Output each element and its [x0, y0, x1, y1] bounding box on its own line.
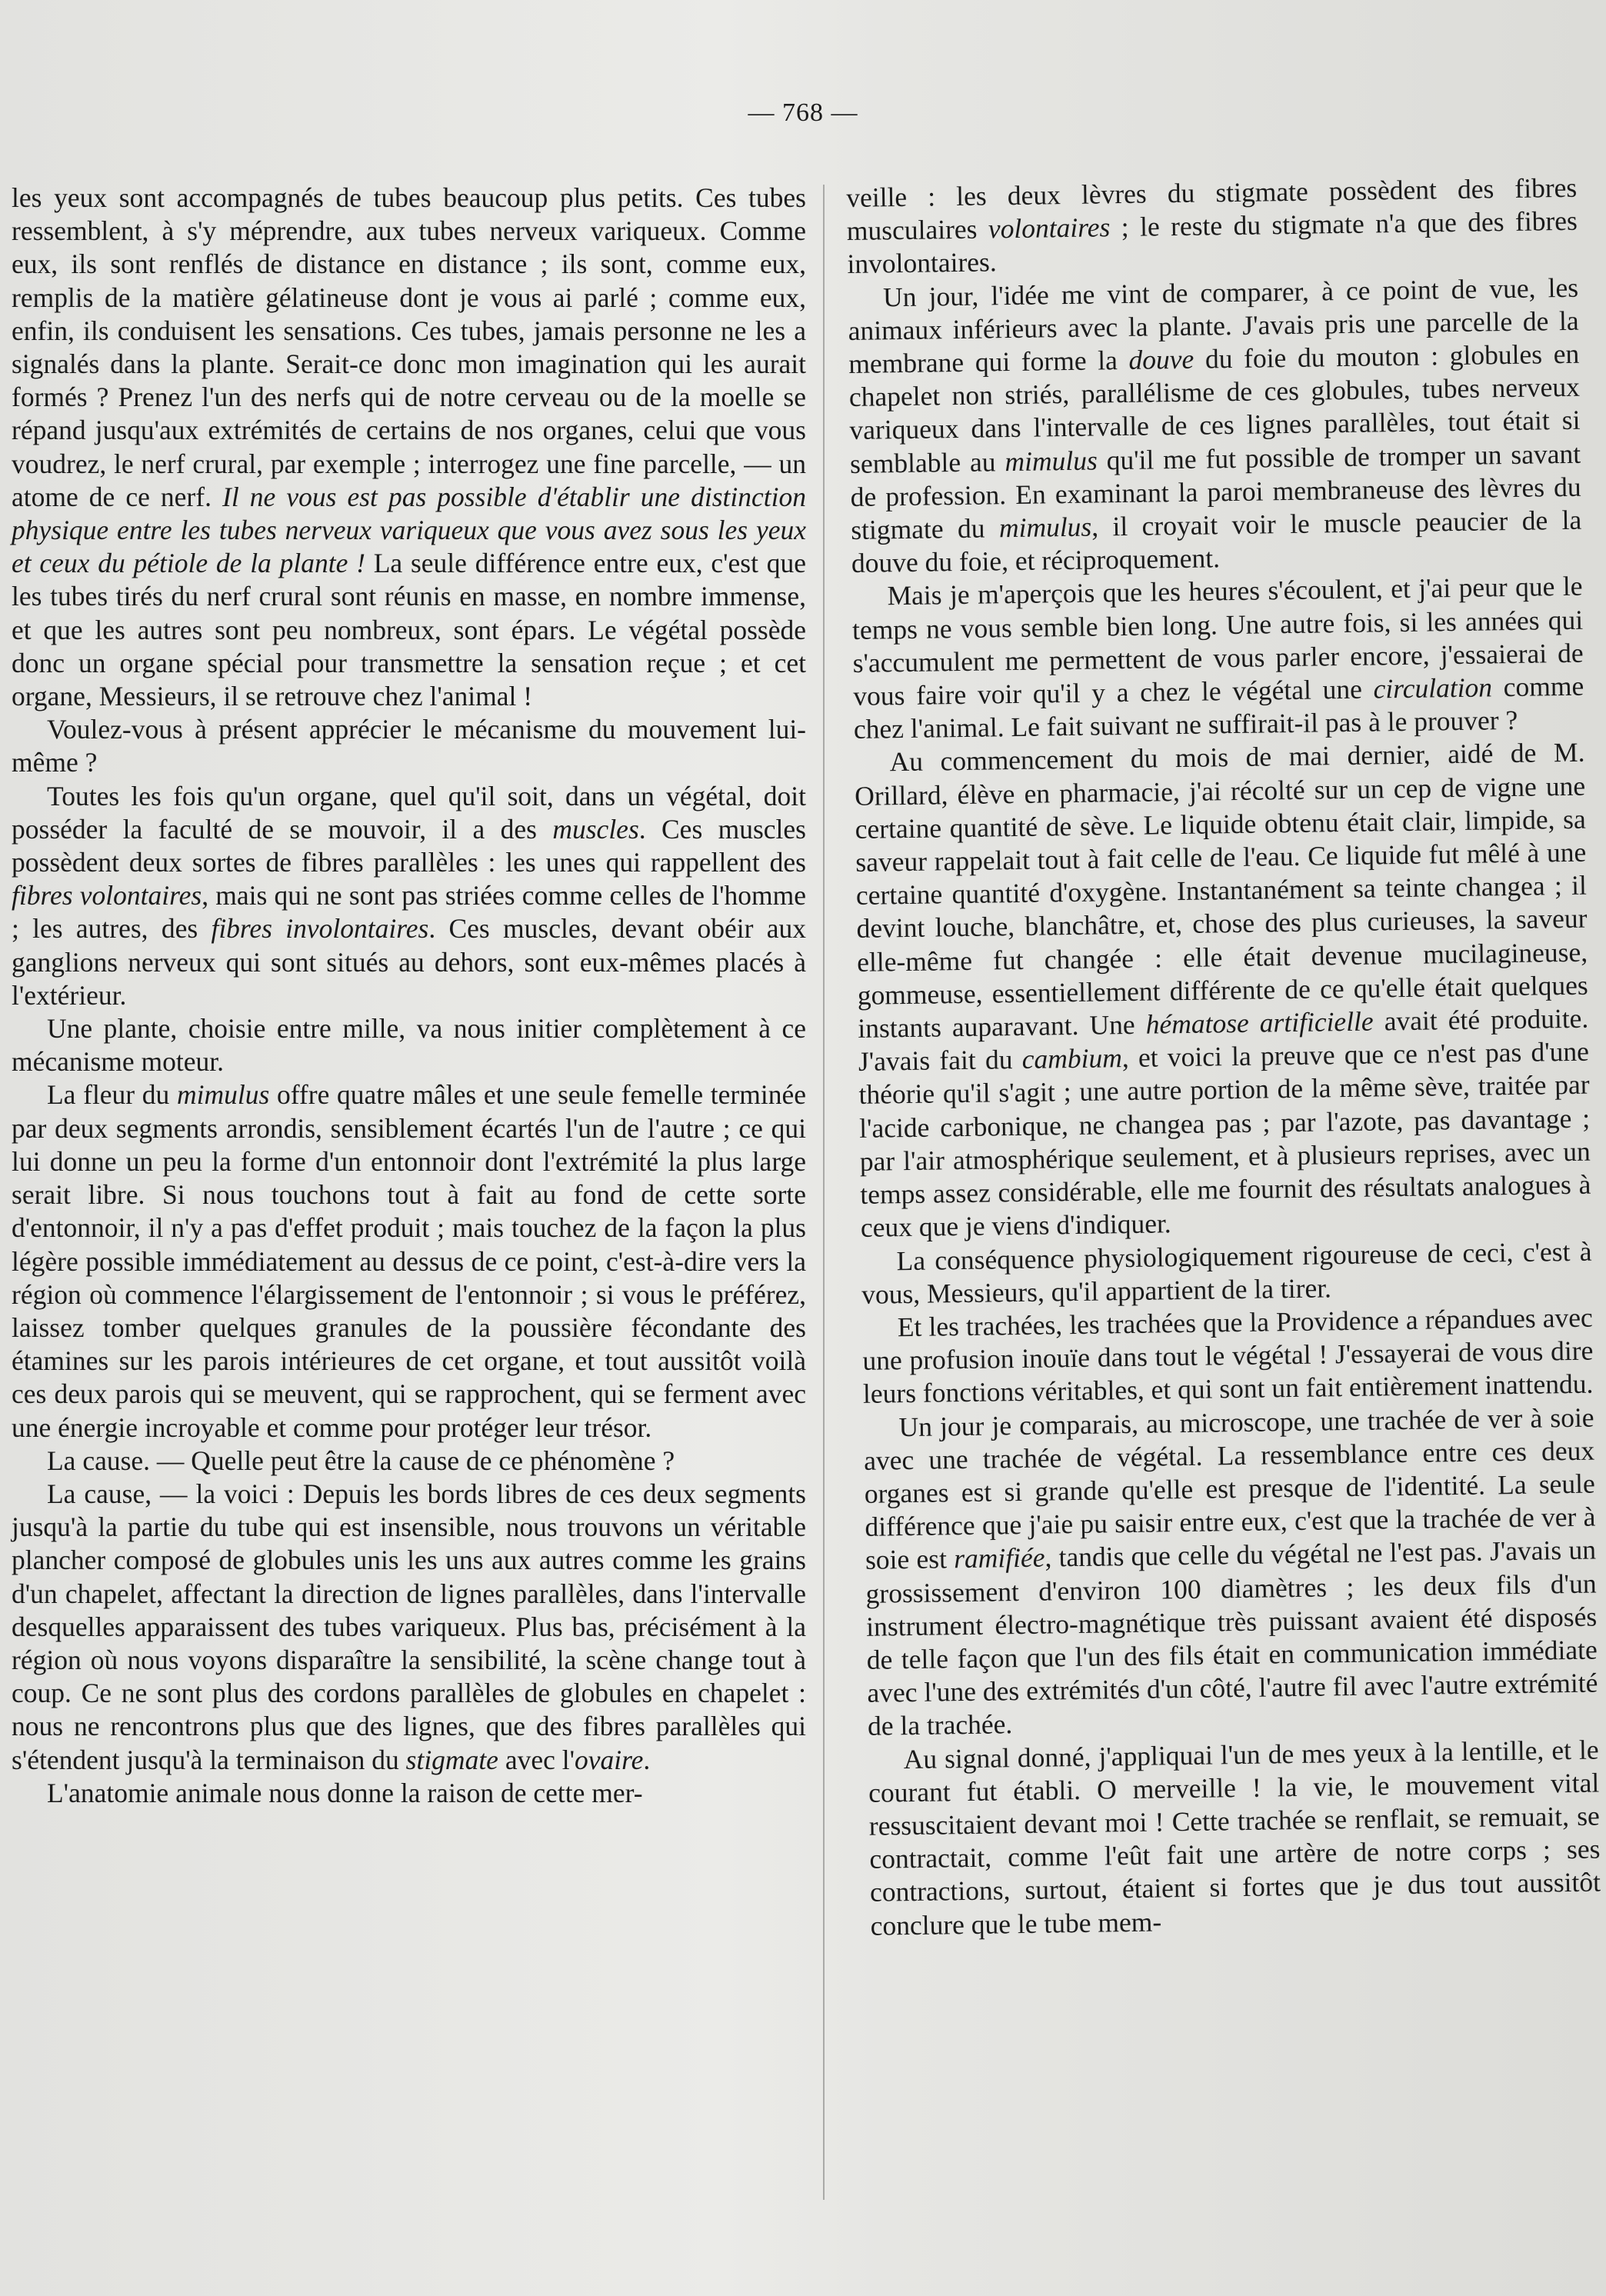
text-run: L'anatomie animale nous donne la raison de cette mer-: [47, 1777, 643, 1808]
text-run: La cause, — la voici : Depuis les bords libres de ces deux segments jusqu'à la partie du tube qui est insensible, nous trouvons un véritable plancher composé de globules unis les uns aux autres comme les grains d'un chapelet, affectant la direction de lignes parallèles, dans l'intervalle desquelles apparaissent des tubes variqueux. Plus bas, précisément à la région où nous voyons disparaître la sensibilité, la scène change tout à coup. Ce ne sont plus des cordons parallèles de globules en chapelet : nous ne rencontrons plus que des lignes, que des fibres parallèles qui s'étendent jusqu'à la terminaison du: [12, 1478, 806, 1775]
text-run: Un jour je comparais, au microscope, une trachée de ver à soie avec une trachée de végétal. La ressemblance entre ces deux organes est si grande qu'elle est presque de l'identité. La seule différence que j'aie pu saisir entre eux, c'est que la trachée de ver à soie est: [863, 1401, 1596, 1576]
page-number: — 768 —: [748, 98, 858, 127]
left-column: [12, 182, 806, 1810]
column-divider: [823, 185, 825, 2200]
text-run: offre quatre mâles et une seule femelle terminée par deux segments arrondis, sensiblement écartés l'un de l'autre ; ce qui lui donne un peu la forme d'un entonnoir dont l'extrémité la plus large serait libre. Si nous touchons tout à fait au fond de cette sorte d'entonnoir, il n'y a pas d'effet produit ; mais touchez de la façon la plus légère possible immédiatement au dessus de ce point, c'est-à-dire vers la région où commence l'élargissement de l'entonnoir ; si vous le préférez, laissez tomber quelques granules de la poussière fécondante des étamines sur les parois intérieures de cet organe, et tout aussitôt voilà ces deux parois qui se meuvent, qui se rapprochent, qui se ferment avec une énergie incroyable et comme pour protéger leur trésor.: [12, 1079, 806, 1443]
text-run: . Ces muscles, devant obéir aux ganglions nerveux qui sont situés au dehors, sont eux-mêmes placés à l'extérieur.: [12, 913, 806, 1011]
text-run: .: [643, 1744, 651, 1775]
text-run: La cause. — Quelle peut être la cause de ce phénomène ?: [47, 1445, 675, 1476]
italic-text: hématose artificielle: [1145, 1005, 1374, 1040]
text-run: , et voici la preuve que ce n'est pas d'une théorie qu'il s'agit ; une autre portion de la même sève, traitée par l'acide carbonique, ne changea pas ; par l'azote, pas davantage ; par l'air atmosphérique seulement, et à plusieurs reprises, avec un temps assez considérable, elle me fournit des résultats analogues à ceux que je viens d'indiquer.: [858, 1035, 1591, 1244]
italic-text: mimulus: [176, 1079, 270, 1111]
text-run: La seule différence entre eux, c'est que les tubes tirés du nerf crural sont réunis en masse, en nombre immense, et que les autres sont peu nombreux, sont épars. Le végétal possède donc un organe spécial pour transmettre la sensation reçue ; et cet organe, Messieurs, il se retrouve chez l'animal !: [12, 548, 806, 712]
italic-text: muscles: [552, 813, 639, 845]
text-run: La fleur du: [47, 1079, 177, 1111]
text-run: qu'il me fut possible de tromper un savant de profession. En examinant la paroi membraneuse des lèvres du stigmate du: [850, 438, 1581, 545]
italic-text: mimulus: [1005, 445, 1098, 477]
paragraph: [854, 736, 1591, 1245]
text-run: Au signal donné, j'appliquai l'un de mes yeux à la lentille, et le courant fut établi. O merveille ! la vie, le mouvement vital ressuscitaient devant moi ! Cette trachée se renflait, se remuait, se contractait, comme l'eût fait une artère de notre corps ; ses contractions, surtout, étaient si fortes que je dus tout aussitôt conclure que le tube mem-: [868, 1734, 1601, 1941]
italic-text: stigmate: [405, 1744, 498, 1775]
text-run: du foie du mouton : globules en chapelet non striés, parallélisme de ces globules, tubes nerveux variqueux dans l'intervalle de ces lignes parallèles, tout était si semblable au: [848, 338, 1581, 479]
paragraph: [848, 271, 1582, 580]
text-run: Un jour, l'idée me vint de comparer, à ce point de vue, les animaux inférieurs avec la plante. J'avais pris une parcelle de la membrane qui forme la: [848, 272, 1579, 379]
paragraph: [12, 1012, 806, 1078]
paragraph: [863, 1401, 1598, 1743]
paragraph: [12, 1478, 806, 1777]
paragraph: [846, 172, 1578, 282]
italic-text: mimulus: [998, 511, 1092, 544]
text-run: avait été produite. J'avais fait du: [858, 1002, 1589, 1078]
paragraph: [12, 713, 806, 779]
text-run: Voulez-vous à présent apprécier le mécanisme du mouvement lui-même ?: [12, 714, 806, 778]
text-run: veille : les deux lèvres du stigmate possèdent des fibres musculaires: [846, 172, 1578, 247]
paragraph: [12, 1078, 806, 1444]
italic-text: douve: [1128, 343, 1195, 375]
italic-text: Il ne vous est pas possible d'établir une distinction physique entre les tubes nerveux variqueux que vous avez sous les yeux et ceux du pétiole de la plante !: [12, 481, 806, 579]
paragraph: [12, 182, 806, 713]
text-run: Au commencement du mois de mai dernier, aidé de M. Orillard, élève en pharmacie, j'ai récolté sur un cep de vigne une certaine quantité de sève. Le liquide obtenu était clair, limpide, sa saveur rappelait tout à fait celle de l'eau. Ce liquide fut mêlé à une certaine quantité d'oxygène. Instantanément sa teinte changea ; il devint louche, blanchâtre, et, chose des plus curieuses, la saveur elle-même fut changée : elle était devenue mucilagineuse, gommeuse, essentiellement différente de ce qu'elle était quelques instants auparavant. Une: [854, 737, 1588, 1044]
text-run: , mais qui ne sont pas striées comme celles de l'homme ; les autres, des: [12, 880, 806, 945]
text-run: , tandis que celle du végétal ne l'est pas. J'avais un grossissement d'environ 100 diamètres ; les deux fils d'un instrument électro-magnétique très puissant avaient été disposés de telle façon que l'un des fils était en communication immédiate avec l'une des extrémités d'un côté, l'autre fil avec l'autre extrémité de la trachée.: [865, 1534, 1598, 1742]
paragraph: [868, 1733, 1601, 1942]
text-run: ; le reste du stigmate n'a que des fibres involontaires.: [847, 205, 1578, 280]
paragraph: [861, 1235, 1592, 1311]
paragraph: [12, 780, 806, 1012]
text-run: , il croyait voir le muscle peaucier de la douve du foie, et réciproquement.: [851, 504, 1582, 579]
paragraph: [862, 1301, 1594, 1411]
italic-text: ramifiée: [953, 1541, 1045, 1575]
italic-text: cambium: [1021, 1042, 1123, 1075]
text-run: Toutes les fois qu'un organe, quel qu'il soit, dans un végétal, doit posséder la faculté de se mouvoir, il a des: [12, 780, 806, 845]
paragraph: [12, 1445, 806, 1478]
text-run: . Ces muscles possèdent deux sortes de fibres parallèles : les unes qui rappellent des: [12, 813, 806, 878]
text-run: Une plante, choisie entre mille, va nous initier complètement à ce mécanisme moteur.: [12, 1013, 806, 1078]
paragraph: [12, 1777, 806, 1810]
paragraph: [851, 570, 1584, 746]
text-run: avec l': [498, 1744, 575, 1775]
right-column: [846, 172, 1601, 1943]
text-run: comme chez l'animal. Le fait suivant ne suffirait-il pas à le prouver ?: [853, 670, 1584, 745]
text-run: La conséquence physiologiquement rigoureuse de ceci, c'est à vous, Messieurs, qu'il appartient de la tirer.: [861, 1235, 1592, 1310]
text-run: Et les trachées, les trachées que la Providence a répandues avec une profusion inouïe dans tout le végétal ! J'essayerai de vous dire leurs fonctions véritables, et qui sont un fait entièrement inattendu.: [862, 1301, 1594, 1410]
italic-text: volontaires: [988, 212, 1111, 245]
italic-text: fibres involontaires: [211, 913, 429, 945]
text-run: les yeux sont accompagnés de tubes beaucoup plus petits. Ces tubes ressemblent, à s'y méprendre, aux tubes nerveux variqueux. Comme eux, ils sont renflés de distance en distance ; ils sont, comme eux, remplis de la matière gélatineuse dont je vous ai parlé ; comme eux, enfin, ils conduisent les sensations. Ces tubes, jamais personne ne les a signalés dans la plante. Serait-ce donc mon imagination qui les aurait formés ? Prenez l'un des nerfs qui de notre cerveau ou de la moelle se répand jusqu'aux extrémités de certains de nos organes, celui que vous voudrez, le nerf crural, par exemple ; interrogez une fine parcelle, — un atome de ce nerf.: [12, 182, 806, 512]
text-run: Mais je m'aperçois que les heures s'écoulent, et j'ai peur que le temps ne vous semble bien long. Une autre fois, si les années qui s'accumulent me permettent de vous parler encore, j'essaierai de vous faire voir qu'il y a chez le végétal une: [851, 571, 1584, 711]
italic-text: ovaire: [574, 1744, 644, 1775]
italic-text: circulation: [1373, 671, 1493, 705]
italic-text: fibres volontaires: [12, 880, 202, 911]
